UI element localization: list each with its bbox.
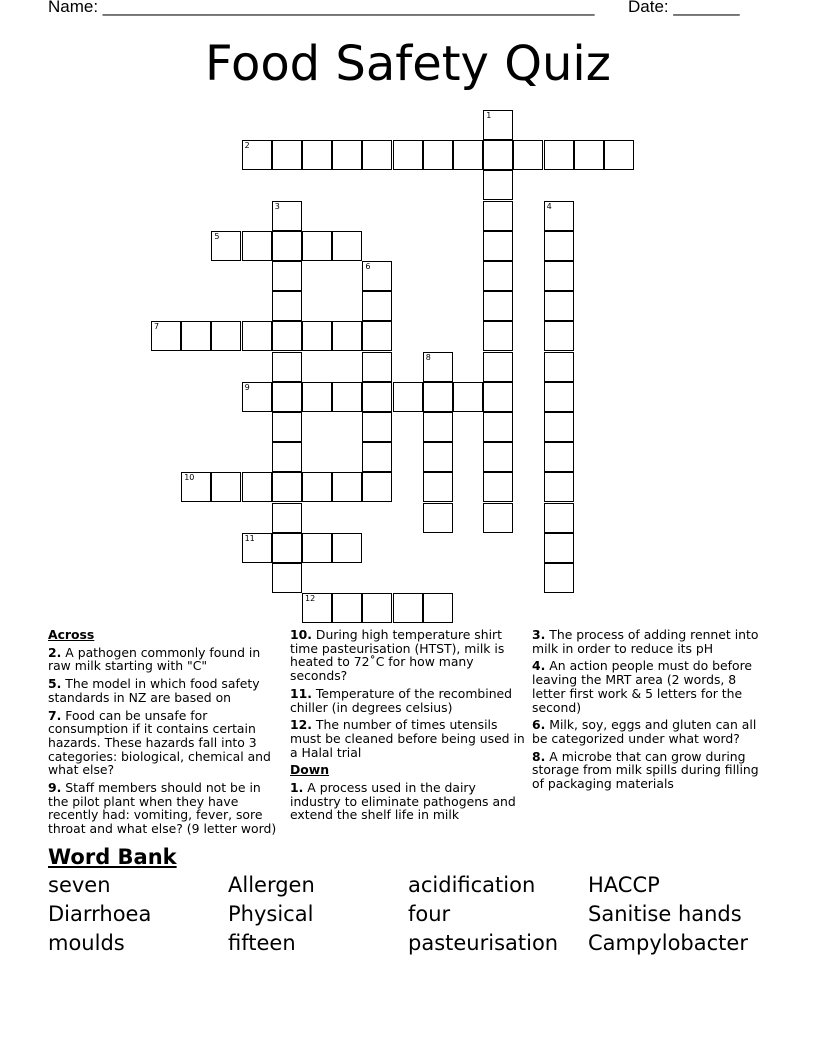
- down-heading: Down: [290, 762, 330, 778]
- crossword-cell[interactable]: [544, 533, 574, 563]
- down-column: [532, 628, 768, 795]
- across-clue-10: 10. During high temperature shirt time pasteurisation (HTST), milk is heated to 72˚C for how many seconds?: [290, 627, 505, 684]
- clue-number: 5: [214, 231, 220, 241]
- across-clue-2: 2. A pathogen commonly found in raw milk starting with "C": [48, 644, 261, 674]
- crossword-cell[interactable]: [272, 201, 302, 231]
- crossword-cell[interactable]: [483, 110, 513, 140]
- crossword-cell[interactable]: [302, 593, 332, 623]
- crossword-cell[interactable]: [272, 442, 302, 472]
- crossword-cell[interactable]: [483, 140, 513, 170]
- crossword-cell[interactable]: [574, 140, 604, 170]
- clue-number: 7: [154, 322, 160, 332]
- clue-number: 3: [274, 201, 280, 211]
- crossword-cell[interactable]: [332, 321, 362, 351]
- crossword-cell[interactable]: [483, 170, 513, 200]
- down-clue-6: 6. Milk, soy, eggs and gluten can all be categorized under what word?: [532, 717, 757, 746]
- crossword-cell[interactable]: [483, 442, 513, 472]
- crossword-cell[interactable]: [362, 352, 392, 382]
- word-bank-item: Physical: [228, 902, 314, 926]
- crossword-cell[interactable]: [242, 321, 272, 351]
- crossword-cell[interactable]: [211, 231, 241, 261]
- crossword-cell[interactable]: [483, 472, 513, 502]
- crossword-cell[interactable]: [544, 442, 574, 472]
- crossword-cell[interactable]: [242, 231, 272, 261]
- word-bank: [48, 872, 788, 956]
- clue-number: 9: [244, 382, 250, 392]
- crossword-cell[interactable]: [302, 472, 332, 502]
- word-bank-item: moulds: [48, 931, 125, 955]
- down-clue-3: 3. The process of adding rennet into milk in order to reduce its pH: [532, 627, 759, 656]
- crossword-cell[interactable]: [544, 382, 574, 412]
- crossword-cell[interactable]: [544, 261, 574, 291]
- down-clue-8: 8. A microbe that can grow during storage from milk spills during filling of packaging materials: [532, 748, 759, 792]
- clue-number: 4: [546, 201, 552, 211]
- word-bank-item: HACCP: [588, 873, 660, 897]
- crossword-cell[interactable]: [544, 291, 574, 321]
- crossword-cell[interactable]: [483, 201, 513, 231]
- crossword-cell[interactable]: [483, 321, 513, 351]
- clue-number: 6: [365, 262, 371, 271]
- across-clue-9: 9. Staff members should not be in the pilot plant when they have recently had: vomiting, fever, sore throat and what else? (9 letter word): [48, 780, 277, 837]
- crossword-cell[interactable]: [423, 382, 453, 412]
- crossword-cell[interactable]: [332, 533, 362, 563]
- crossword-cell[interactable]: [393, 140, 423, 170]
- word-bank-title: Word Bank: [48, 845, 177, 869]
- crossword-cell[interactable]: [544, 563, 574, 593]
- crossword-cell[interactable]: [544, 140, 574, 170]
- crossword-cell[interactable]: [393, 382, 423, 412]
- crossword-cell[interactable]: [302, 533, 332, 563]
- word-bank-item: fifteen: [228, 931, 296, 955]
- crossword-cell[interactable]: [272, 503, 302, 533]
- clue-number: 8: [425, 352, 431, 362]
- crossword-cell[interactable]: [362, 412, 392, 442]
- crossword-cell[interactable]: [362, 140, 392, 170]
- crossword-cell[interactable]: [423, 593, 453, 623]
- crossword-cell[interactable]: [483, 503, 513, 533]
- crossword-cell[interactable]: [362, 382, 392, 412]
- crossword-cell[interactable]: [272, 291, 302, 321]
- crossword-cell[interactable]: [362, 593, 392, 623]
- word-bank-item: Campylobacter: [588, 931, 748, 955]
- crossword-cell[interactable]: [453, 382, 483, 412]
- crossword-cell[interactable]: [544, 201, 574, 231]
- crossword-cell[interactable]: [423, 412, 453, 442]
- crossword-cell[interactable]: [211, 321, 241, 351]
- crossword-cell[interactable]: [272, 352, 302, 382]
- crossword-cell[interactable]: [544, 472, 574, 502]
- clue-number: 1: [486, 111, 492, 120]
- word-bank-item: four: [408, 902, 451, 926]
- crossword-cell[interactable]: [151, 321, 181, 351]
- crossword-cell[interactable]: [272, 231, 302, 261]
- crossword-cell[interactable]: [302, 231, 332, 261]
- crossword-cell[interactable]: [332, 472, 362, 502]
- crossword-cell[interactable]: [483, 352, 513, 382]
- crossword-cell[interactable]: [362, 472, 392, 502]
- across-heading: Across: [48, 627, 95, 642]
- crossword-cell[interactable]: [423, 472, 453, 502]
- across-column: [48, 628, 280, 840]
- crossword-cell[interactable]: [544, 503, 574, 533]
- crossword-cell[interactable]: [544, 412, 574, 442]
- crossword-cell[interactable]: [332, 382, 362, 412]
- clue-number: 11: [244, 533, 255, 543]
- crossword-cell[interactable]: [483, 412, 513, 442]
- crossword-cell[interactable]: [483, 261, 513, 291]
- across-clue-11: 11. Temperature of the recombined chiller (in degrees celsius): [290, 685, 513, 715]
- word-bank-item: Sanitise hands: [588, 902, 742, 926]
- across-clue-7: 7. Food can be unsafe for consumption if it contains certain hazards. These hazards fall into 3 categories: biological, chemical and what else?: [48, 707, 271, 778]
- date-field[interactable]: Date: _______: [628, 0, 740, 16]
- crossword-cell[interactable]: [272, 472, 302, 502]
- crossword-cell[interactable]: [393, 593, 423, 623]
- crossword-cell[interactable]: [302, 382, 332, 412]
- crossword-cell[interactable]: [423, 442, 453, 472]
- crossword-cell[interactable]: [544, 321, 574, 351]
- crossword-cell[interactable]: [272, 261, 302, 291]
- crossword-cell[interactable]: [181, 472, 211, 502]
- clue-number: 10: [184, 473, 195, 483]
- crossword-cell[interactable]: [423, 140, 453, 170]
- crossword-cell[interactable]: [242, 472, 272, 502]
- across-clue-5: 5. The model in which food safety standards in NZ are based on: [48, 676, 260, 705]
- word-bank-item: seven: [48, 873, 111, 897]
- crossword-cell[interactable]: [483, 382, 513, 412]
- crossword-cell[interactable]: [242, 533, 272, 563]
- crossword-cell[interactable]: [242, 382, 272, 412]
- word-bank-item: pasteurisation: [408, 931, 559, 955]
- crossword-cell[interactable]: [513, 140, 543, 170]
- crossword-cell[interactable]: [362, 442, 392, 472]
- crossword-cell[interactable]: [181, 321, 211, 351]
- down-clue-4: 4. An action people must do before leaving the MRT area (2 words, 8 letter first work & 5 letters for the second): [532, 658, 753, 715]
- clue-number: 12: [305, 594, 316, 604]
- crossword-cell[interactable]: [272, 563, 302, 593]
- name-field[interactable]: Name: ____________________________________________________: [48, 0, 595, 16]
- middle-column: [290, 628, 526, 826]
- crossword-cell[interactable]: [272, 140, 302, 170]
- clue-number: 2: [244, 141, 250, 151]
- crossword-cell[interactable]: [332, 231, 362, 261]
- crossword-cell[interactable]: [423, 352, 453, 382]
- word-bank-item: Allergen: [228, 873, 315, 897]
- crossword-cell[interactable]: [302, 321, 332, 351]
- crossword-cell[interactable]: [332, 140, 362, 170]
- crossword-cell[interactable]: [272, 412, 302, 442]
- crossword-cell[interactable]: [272, 321, 302, 351]
- crossword-cell[interactable]: [604, 140, 634, 170]
- crossword-cell[interactable]: [362, 291, 392, 321]
- crossword-cell[interactable]: [362, 321, 392, 351]
- crossword-cell[interactable]: [362, 261, 392, 291]
- crossword-cell[interactable]: [544, 231, 574, 261]
- word-bank-item: acidification: [408, 873, 536, 897]
- crossword-cell[interactable]: [453, 140, 483, 170]
- crossword-cell[interactable]: [544, 352, 574, 382]
- page-title: Food Safety Quiz: [205, 36, 611, 92]
- crossword-cell[interactable]: [302, 140, 332, 170]
- down-clue-1: 1. A process used in the dairy industry to eliminate pathogens and extend the shelf life in milk: [290, 780, 516, 823]
- crossword-cell[interactable]: [483, 231, 513, 261]
- across-clue-12: 12. The number of times utensils must be cleaned before being used in a Halal trial: [290, 717, 525, 760]
- crossword-cell[interactable]: [272, 382, 302, 412]
- crossword-cell[interactable]: [332, 593, 362, 623]
- crossword-cell[interactable]: [211, 472, 241, 502]
- word-bank-item: Diarrhoea: [48, 902, 152, 926]
- crossword-cell[interactable]: [483, 291, 513, 321]
- crossword-cell[interactable]: [423, 503, 453, 533]
- crossword-cell[interactable]: [242, 140, 272, 170]
- crossword-cell[interactable]: [272, 533, 302, 563]
